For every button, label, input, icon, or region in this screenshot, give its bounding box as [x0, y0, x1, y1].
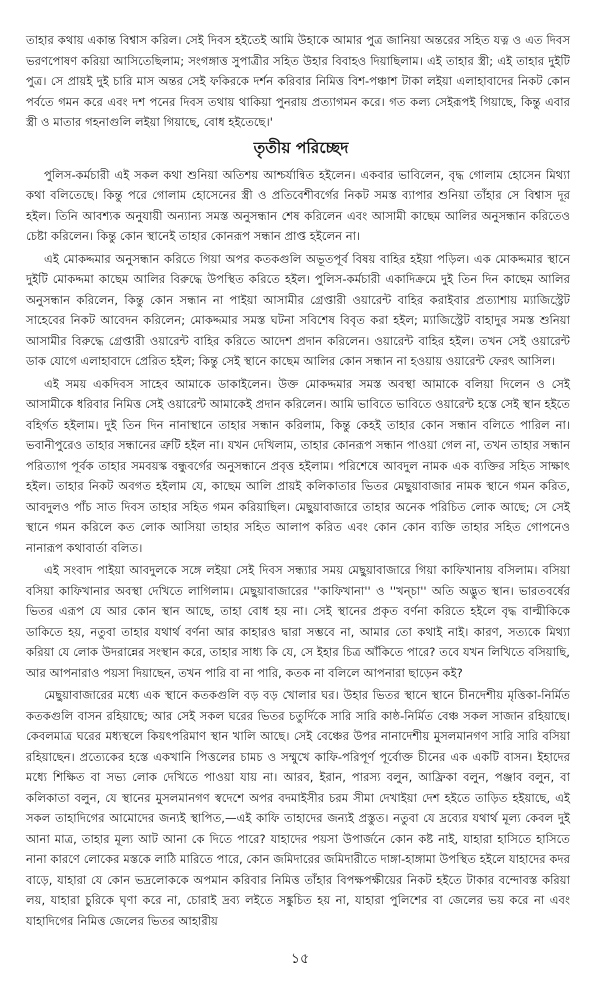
paragraph: পুলিস-কর্মচারী এই সকল কথা শুনিয়া অতিশয় আশ্চর্যান্বিত হইলেন। একবার ভাবিলেন, বৃদ্ধ গোলাম হোসেন মিথ্যা কথা বলিতেছে। কিন্তু পরে গোলাম হোসেনের স্ত্রী ও প্রতিবেশীবর্গের নিকট সমস্ত ব্যাপার শুনিয়া তাঁহার সে বিশ্বাস দূর হইল। তিনি আবশ্যক অনুযায়ী অন্যান্য সমস্ত অনুসন্ধান শেষ করিলেন এবং আসামী কাছেম আলির অনুসন্ধান করিতেও চেষ্টা করিলেন। কিন্তু কোন স্থানেই তাহার কোনরূপ সন্ধান প্রাপ্ত হইলেন না। — [26, 167, 570, 243]
page-body — [26, 30, 570, 931]
paragraph: মেছুয়াবাজারের মধ্যে এক স্থানে কতকগুলি বড় বড় খোলার ঘর। উহার ভিতর স্থানে স্থানে চীনদেশীয় মৃত্তিকা-নির্মিত কতকগুলি বাসন রহিয়াছে; আর সেই সকল ঘরের ভিতর চতুর্দিকে সারি সারি কাষ্ঠ-নির্মিত বেঞ্চ সকল সাজান রহিয়াছে। কেবলমাত্র ঘরের মধ্যস্থলে কিয়ৎপরিমাণ স্থান খালি আছে। সেই বেঞ্চের উপর নানাদেশীয় মুসলমানগণ সারি সারি বসিয়া রহিয়াছেন। প্রত্যেকের হস্তে একখানি পিত্তলের চামচ ও সম্মুখে কাফি-পরিপূর্ণ পূর্বোক্ত চীনের এক একটি বাসন। ইহাদের মধ্যে শিক্ষিত বা সভ্য লোক দেখিতে পাওয়া যায় না। আরব, ইরান, পারস্য বলুন, আফ্রিকা বলুন, পঞ্জাব বলুন, বা কলিকাতা বলুন, যে স্থানের মুসলমানগণ স্বদেশে অপর বদমাইসীর চরম সীমা দেখাইয়া দেশ হইতে তাড়িত হইয়াছে, এই সকল তাহাদিগের আমোদের জন্যই স্থাপিত,—এই কাফি তাহাদের জন্যই প্রস্তুত। নতুবা যে দ্রব্যের যথার্থ মূল্য কেবল দুই আনা মাত্র, তাহার মূল্য আট আনা কে দিতে পারে? যাহাদের পয়সা উপার্জনে কোন কষ্ট নাই, যাহারা হাসিতে হাসিতে নানা কারণে লোকের মস্তকে লাঠি মারিতে পারে, কোন জমিদারের জমিদারীতে দাঙ্গা-হাঙ্গামা উপস্থিত হইলে যাহাদের কদর বাড়ে, যাহারা যে কোন ভদ্রলোককে অপমান করিবার নিমিত্ত তাঁহার বিপক্ষপক্ষীয়ের নিকট হইতে টাকার বন্দোবস্ত করিয়া লয়, যাহারা চুরিকে ঘৃণা করে না, চোরাই দ্রব্য লইতে সঙ্কুচিত হয় না, যাহারা পুলিশের বা জেলের ভয় করে না এবং যাহাদিগের নিমিত্ত জেলের ভিতর আহারীয় — [26, 688, 570, 928]
paragraph: এই সংবাদ পাইয়া আবদুলকে সঙ্গে লইয়া সেই দিবস সন্ধ্যার সময় মেছুয়াবাজারে গিয়া কাফিখানায় বসিলাম। বসিয়া বসিয়া কাফিখানার অবস্থা দেখিতে লাগিলাম। মেছুয়াবাজারের ''কাফিখানা'' ও ''খন্চা'' অতি অদ্ভুত স্থান। ভারতবর্ষের ভিতর এরূপ যে আর কোন স্থান আছে, তাহা বোধ হয় না। সেই স্থানের প্রকৃত বর্ণনা করিতে হইলে বৃদ্ধ বাল্মীকিকে ডাকিতে হয়, নতুবা তাহার যথার্থ বর্ণনা আর কাহারও দ্বারা সম্ভবে না, আমার তো কথাই নাই। কারণ, সত্যকে মিথ্যা করিয়া যে লোক উদরান্নের সংস্থান করে, তাহার সাধ্য কি যে, সে ইহার চিত্র আঁকিতে পারে? তবে যখন লিখিতে বসিয়াছি, আর আপনারাও পয়সা দিয়াছেন, তখন পারি বা না পারি, কতক না বলিলে আপনারা ছাড়েন কই? — [26, 563, 570, 680]
paragraph: এই মোকদ্দমার অনুসন্ধান করিতে গিয়া অপর কতকগুলি অভূতপূর্ব বিষয় বাহির হইয়া পড়িল। এক মোকদ্দমার স্থানে দুইটি মোকদ্দমা কাছেম আলির বিরুদ্ধে উপস্থিত করিতে হইল। পুলিস-কর্মচারী একাদিক্রমে দুই তিন দিন কাছেম আলির অনুসন্ধান করিলেন, কিন্তু কোন সন্ধান না পাইয়া আসামীর গ্রেপ্তারী ওয়ারেন্ট বাহির করাইবার প্রত্যাশায় ম্যাজিস্ট্রেট সাহেবের নিকট আবেদন করিলেন; মোকদ্দমার সমস্ত ঘটনা সবিশেষ বিবৃত করা হইল; ম্যাজিস্ট্রেট বাহাদুর সমস্ত শুনিয়া আসামীর বিরুদ্ধে গ্রেপ্তারী ওয়ারেন্ট বাহির করিতে আদেশ প্রদান করিলেন। ওয়ারেন্ট বাহির হইল। তখন সেই ওয়ারেন্ট ডাক যোগে এলাহাবাদে প্রেরিত হইল; কিন্তু সেই স্থানে কাছেম আলির কোন সন্ধান না হওয়ায় ওয়ারেন্ট ফেরৎ আসিল। — [26, 251, 570, 368]
paragraph: এই সময় একদিবস সাহেব আমাকে ডাকাইলেন। উক্ত মোকদ্দমার সমস্ত অবস্থা আমাকে বলিয়া দিলেন ও সেই আসামীকে ধরিবার নিমিত্ত সেই ওয়ারেন্ট আমাকেই প্রদান করিলেন। আমি ভাবিতে ভাবিতে ওয়ারেন্ট হস্তে সেই স্থান হইতে বহির্গত হইলাম। দুই তিন দিন নানাস্থানে তাহার সন্ধান করিলাম, কিন্তু কেহই তাহার কোন সন্ধান বলিতে পারিল না। ভবানীপুরেও তাহার সন্ধানের ত্রুটি হইল না। যখন দেখিলাম, তাহার কোনরূপ সন্ধান পাওয়া গেল না, তখন তাহার সন্ধান পরিত্যাগ পূর্বক তাহার সমবয়স্ক বন্ধুবর্গের অনুসন্ধানে প্রবৃত্ত হইলাম। পরিশেষে আবদুল নামক এক ব্যক্তির সহিত সাক্ষাৎ হইল। তাহার নিকট অবগত হইলাম যে, কাছেম আলি প্রায়ই কলিকাতার ভিতর মেছুয়াবাজার নামক স্থানে গমন করিত, আবদুলও পাঁচ সাত দিবস তাহার সহিত গমন করিয়াছিল। মেছুয়াবাজারে তাহার অনেক পরিচিত লোক আছে; সে সেই স্থানে গমন করিলে কত লোক আসিয়া তাহার সহিত আলাপ করিত এবং কোন কোন ব্যক্তি তাহার সহিত গোপনেও নানারূপ কথাবার্তা বলিত। — [26, 376, 570, 555]
page-number: ১৫ — [290, 951, 310, 967]
section-heading: তৃতীয় পরিচ্ছেদ — [253, 138, 349, 157]
paragraph-continuation: তাহার কথায় একান্ত বিশ্বাস করিল। সেই দিবস হইতেই আমি উহাকে আমার পুত্র জানিয়া অন্তরের সহিত যত্ন ও এত দিবস ভরণপোষণ করিয়া আসিতেছিলাম; সংগঙ্গাত্ত সুপাত্রীর সহিত উহার বিবাহও দিয়াছিলাম। এই তাহার স্ত্রী; এই তাহার দুইটি পুত্র। সে প্রায়ই দুই চারি মাস অন্তর সেই ফকিরকে দর্শন করিবার নিমিত্ত বিশ-পঞ্চাশ টাকা লইয়া এলাহাবাদের নিকট কোন পর্বতে গমন করে এবং দশ পনের দিবস তথায় থাকিয়া পুনরায় প্রত্যাগমন করে। গত কল্য সেইরূপই গিয়াছে, কিন্তু এবার স্ত্রী ও মাতার গহনাগুলি লইয়া গিয়াছে, বোধ হইতেছে।' — [26, 33, 570, 129]
